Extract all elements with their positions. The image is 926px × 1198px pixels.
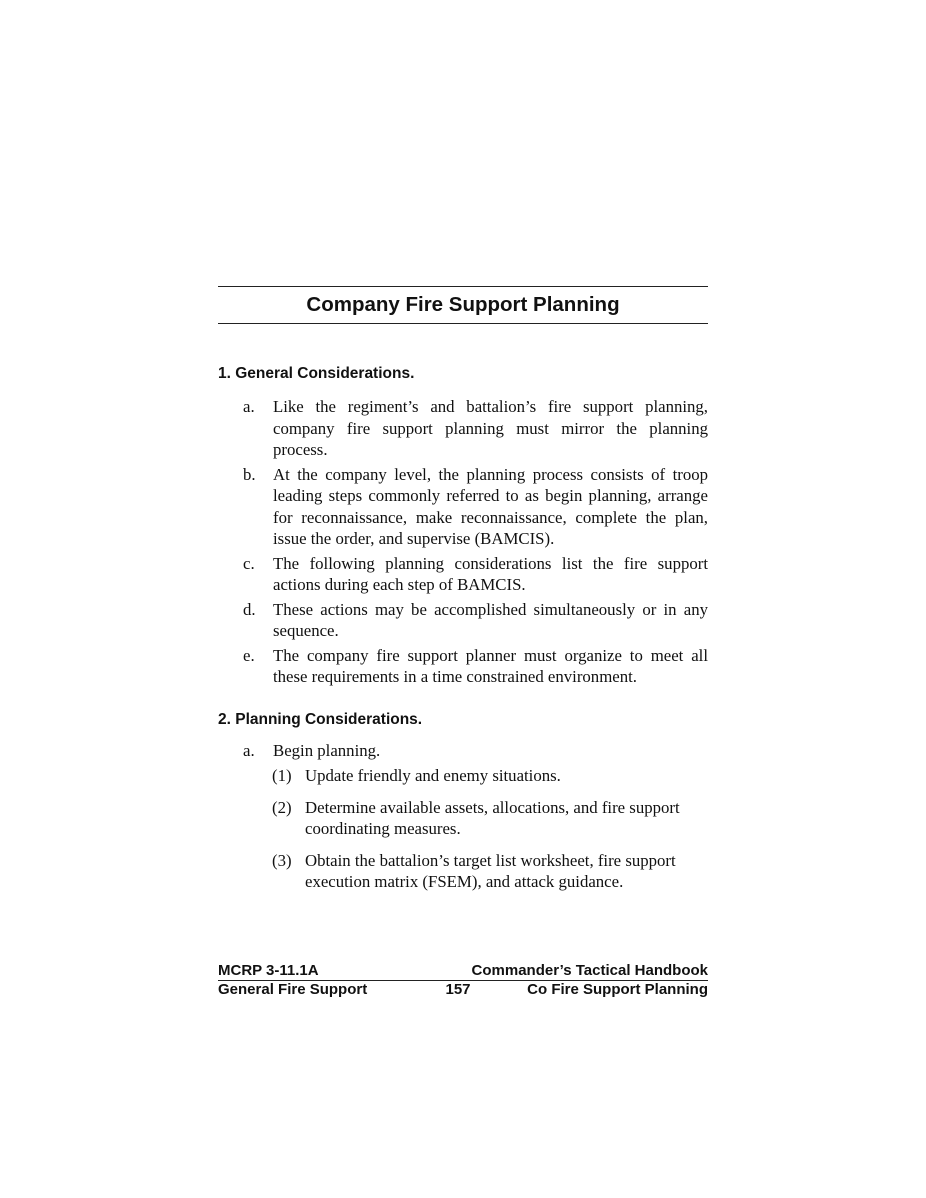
sub-item-marker: (1) bbox=[272, 766, 292, 785]
footer-chapter: Co Fire Support Planning bbox=[527, 981, 708, 998]
page-footer bbox=[218, 962, 708, 999]
footer-bottom-row bbox=[218, 981, 708, 999]
item-marker: c. bbox=[243, 553, 255, 573]
sub-item-text: Determine available assets, allocations, and fire support coordinating measures. bbox=[305, 797, 680, 838]
sub-item-3 bbox=[218, 850, 708, 893]
item-text: The following planning considerations list the fire support actions during each step of BAMCIS. bbox=[273, 553, 708, 594]
footer-top-row bbox=[218, 962, 708, 980]
document-page bbox=[218, 286, 708, 893]
title-bottom-rule bbox=[218, 323, 708, 324]
item-marker: a. bbox=[243, 740, 255, 760]
list-item-b bbox=[218, 464, 708, 550]
section-1-list bbox=[218, 396, 708, 688]
list-item-d bbox=[218, 599, 708, 642]
list-item-c bbox=[218, 553, 708, 596]
item-text: At the company level, the planning process consists of troop leading steps commonly referred to as begin planning, arrange for reconnaissance, make reconnaissance, complete the plan, issue the order, and supervise (BAMCIS). bbox=[273, 464, 708, 548]
list-item-a bbox=[218, 396, 708, 461]
list-item-e bbox=[218, 645, 708, 688]
item-marker: e. bbox=[243, 645, 255, 665]
item-text: Like the regiment’s and battalion’s fire support planning, company fire support planning must mirror the planning process. bbox=[273, 397, 708, 459]
sub-item-marker: (2) bbox=[272, 797, 292, 817]
item-marker: b. bbox=[243, 464, 256, 484]
page-number: 157 bbox=[445, 981, 471, 998]
section-2-heading: 2. Planning Considerations. bbox=[218, 710, 423, 728]
item-text: The company fire support planner must organize to meet all these requirements in a time constrained environment. bbox=[273, 645, 708, 686]
footer-doc-id: MCRP 3-11.1A bbox=[218, 962, 319, 979]
sub-item-2 bbox=[218, 797, 708, 840]
item-text: Begin planning. bbox=[273, 740, 381, 760]
footer-handbook-title: Commander’s Tactical Handbook bbox=[471, 962, 708, 979]
sub-item-1 bbox=[218, 765, 708, 787]
section-1-heading: 1. General Considerations. bbox=[218, 365, 415, 382]
sub-item-text: Obtain the battalion’s target list worksheet, fire support execution matrix (FSEM), and attack guidance. bbox=[305, 850, 676, 891]
page-title: Company Fire Support Planning bbox=[306, 293, 620, 316]
sub-item-marker: (3) bbox=[272, 850, 292, 870]
list-item-begin-planning bbox=[218, 740, 708, 762]
item-text: These actions may be accomplished simultaneously or in any sequence. bbox=[273, 599, 708, 640]
section-2-list bbox=[218, 740, 708, 893]
footer-section: General Fire Support bbox=[218, 981, 368, 998]
sub-item-text: Update friendly and enemy situations. bbox=[305, 766, 561, 785]
item-marker: a. bbox=[243, 397, 255, 416]
item-marker: d. bbox=[243, 599, 256, 619]
